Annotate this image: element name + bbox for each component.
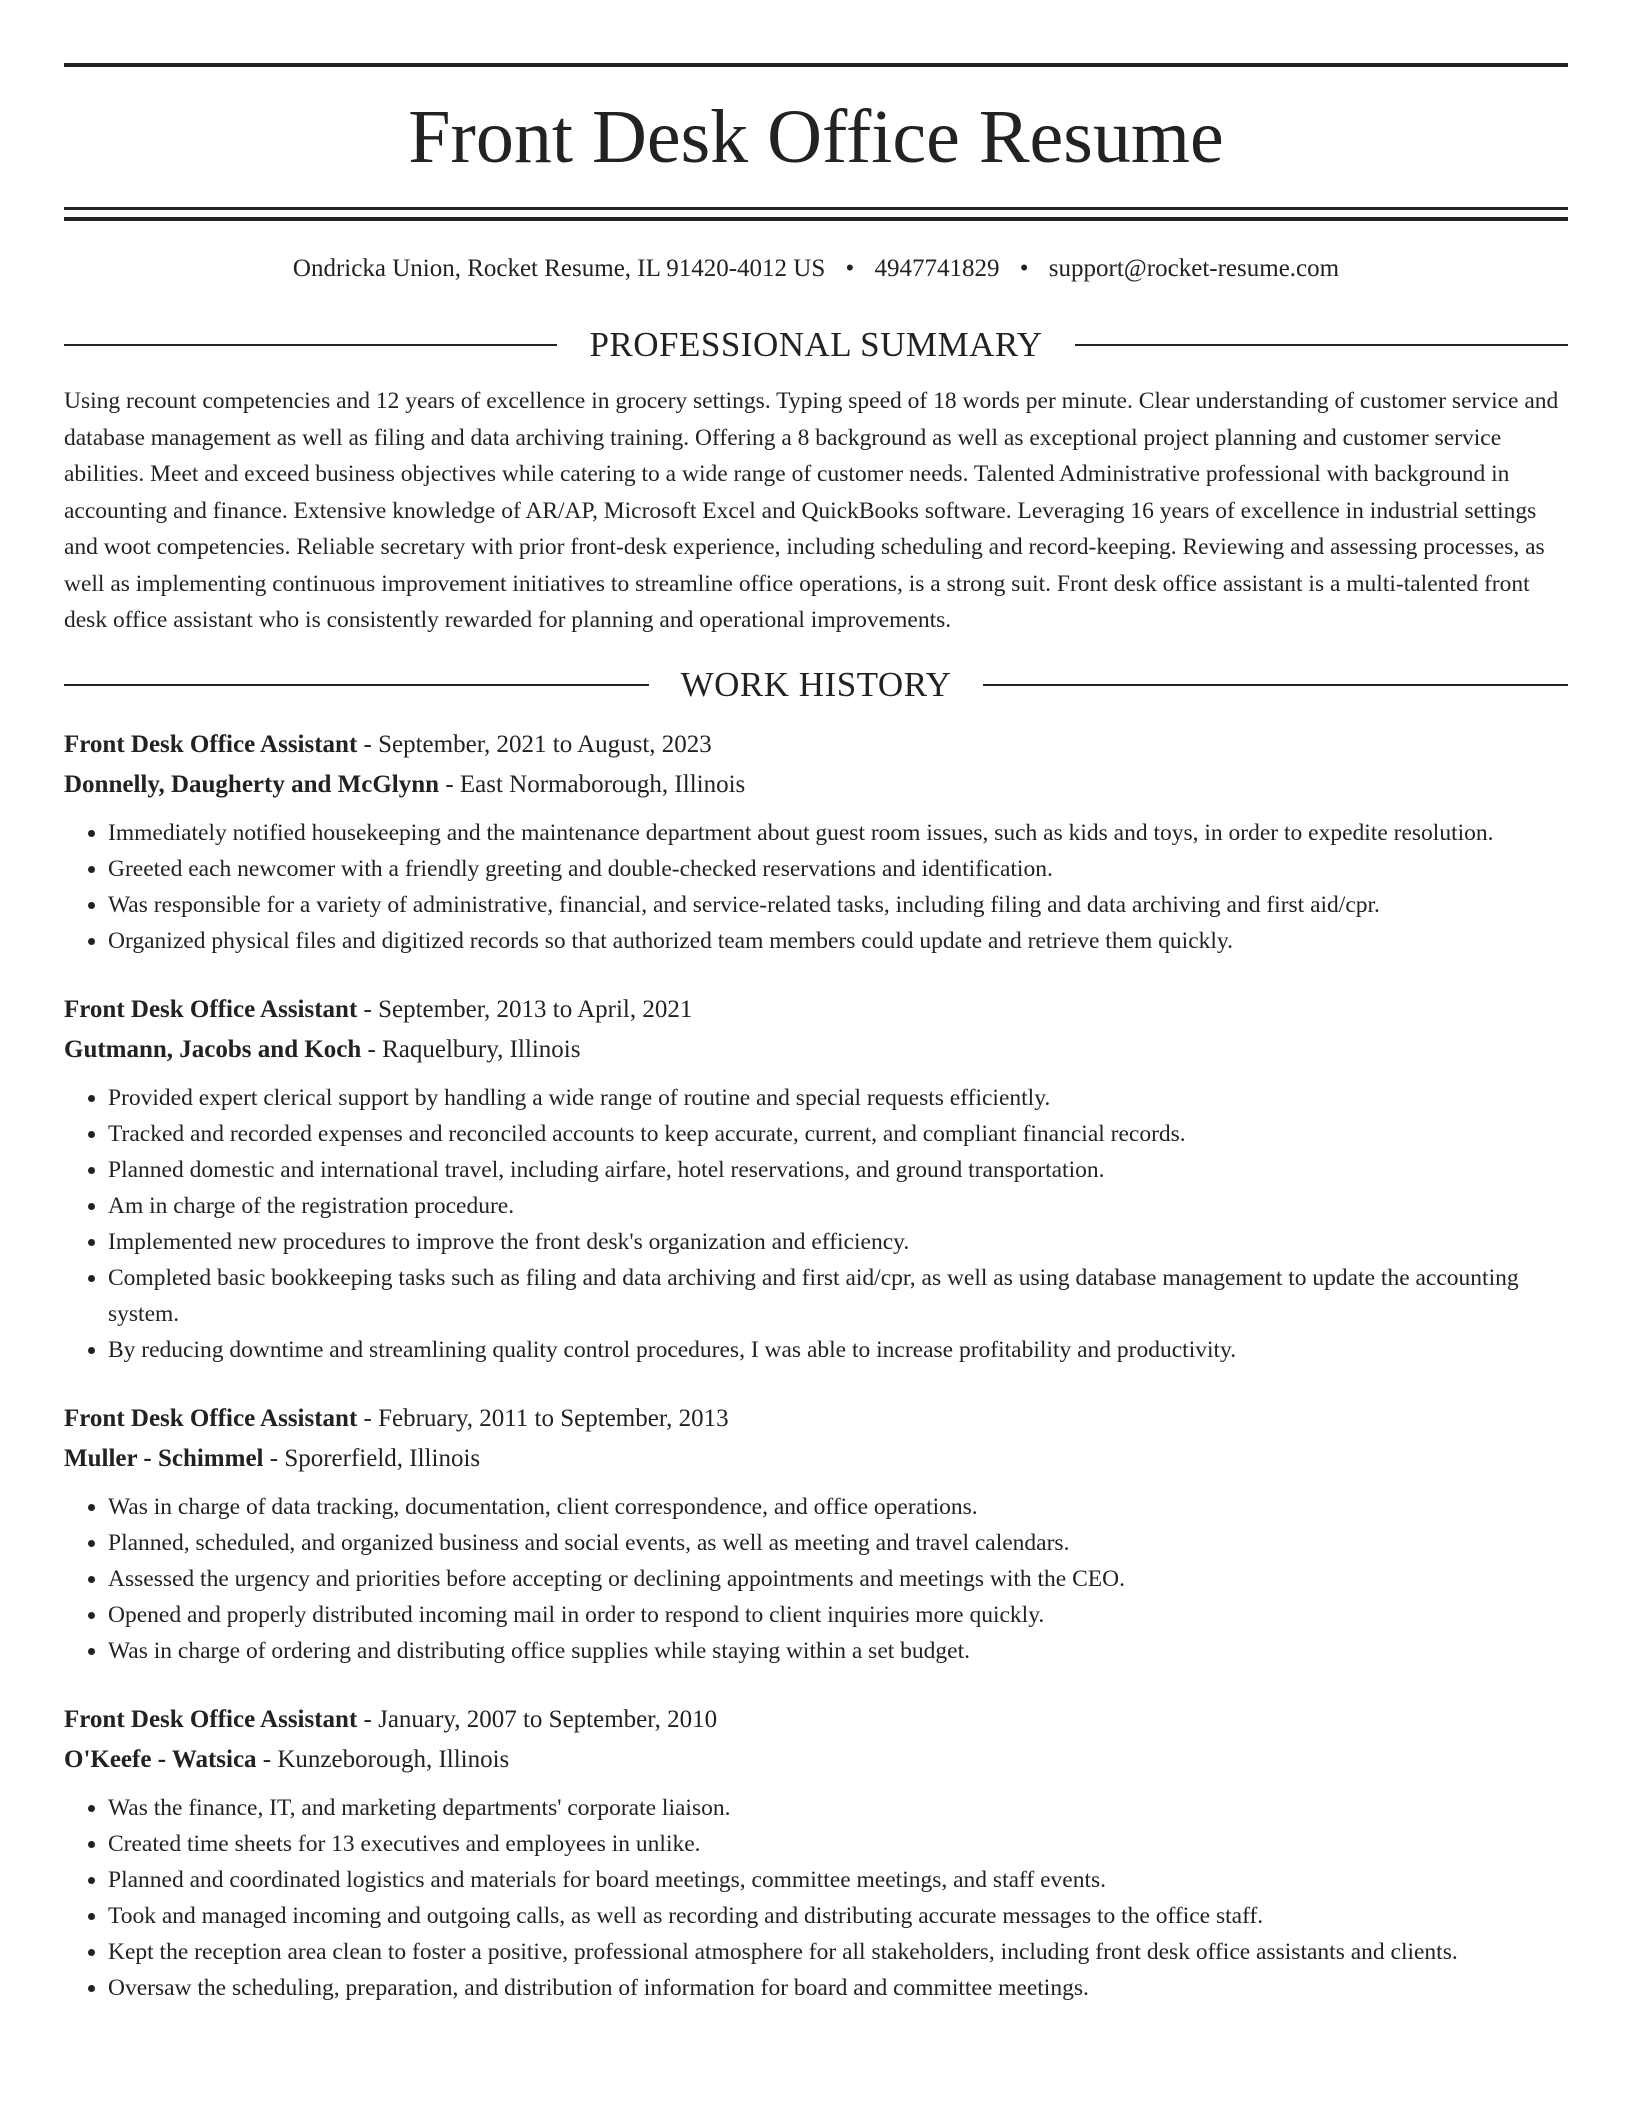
duty-item: • Opened and properly distributed incoming mail in order to respond to client inquiries more quickly. [108,1597,1568,1633]
job-title: Front Desk Office Assistant [64,1404,358,1432]
company-name: Donnelly, Daugherty and McGlynn [64,770,440,798]
company-location: - Kunzeborough, Illinois [256,1745,510,1773]
resume-title: Front Desk Office Resume [408,95,1224,179]
duty-item: • Provided expert clerical support by handling a wide range of routine and special requests efficiently. [108,1080,1568,1116]
section-heading-label: PROFESSIONAL SUMMARY [589,325,1043,364]
duty-list [64,815,1568,959]
duty-item: • Planned and coordinated logistics and materials for board meetings, committee meetings, and staff events. [108,1862,1568,1898]
company-name: Gutmann, Jacobs and Koch [64,1035,362,1063]
duty-item: • Oversaw the scheduling, preparation, and distribution of information for board and committee meetings. [108,1970,1568,2006]
company-line [64,765,1568,805]
duty-item: • Created time sheets for 13 executives and employees in unlike. [108,1826,1568,1862]
job-dates: - September, 2013 to April, 2021 [357,995,693,1023]
contact-line [64,254,1568,284]
job-entry [64,1399,1568,1669]
company-name: Muller - Schimmel [64,1444,264,1472]
duty-item: • Completed basic bookkeeping tasks such as filing and data archiving and first aid/cpr, as well as using database management to update the accounting system. [108,1260,1568,1332]
duty-item: • Implemented new procedures to improve the front desk's organization and efficiency. [108,1224,1568,1260]
company-line [64,1740,1568,1780]
duty-item: • Kept the reception area clean to foster a positive, professional atmosphere for all stakeholders, including front desk office assistants and clients. [108,1934,1568,1970]
job-title-line [64,990,1568,1030]
company-location: - Sporerfield, Illinois [263,1444,481,1472]
contact-email: support@rocket-resume.com [1048,255,1340,282]
duty-item: • Was in charge of data tracking, documentation, client correspondence, and office operations. [108,1489,1568,1525]
professional-summary-text: Using recount competencies and 12 years of excellence in grocery settings. Typing speed of 18 words per minute. Clear understanding of customer service and database management as well as filing and data archiving training. Offering a 8 background as well as exceptional project planning and customer service abilities. Meet and exceed business objectives while catering to a wide range of customer needs. Talented Administrative professional with background in accounting and finance. Extensive knowledge of AR/AP, Microsoft Excel and QuickBooks software. Leveraging 16 years of excellence in industrial settings and woot competencies. Reliable secretary with prior front-desk experience, including scheduling and record-keeping. Reviewing and assessing processes, as well as implementing continuous improvement initiatives to streamline office operations, is a strong suit. Front desk office assistant is a multi-talented front desk office assistant who is consistently rewarded for planning and operational improvements. [64,388,1559,633]
job-entry [64,1700,1568,2006]
section-heading-summary [64,325,1568,365]
company-line [64,1439,1568,1479]
duty-list [64,1790,1568,2006]
contact-separator: • [845,255,855,282]
duty-item: • Was responsible for a variety of administrative, financial, and service-related tasks, including filing and data archiving and first aid/cpr. [108,887,1568,923]
job-entry [64,725,1568,959]
job-dates: - February, 2011 to September, 2013 [357,1404,729,1432]
duty-item: • Took and managed incoming and outgoing calls, as well as recording and distributing accurate messages to the office staff. [108,1898,1568,1934]
duty-list [64,1080,1568,1368]
company-line [64,1030,1568,1070]
heading-rule-left [64,344,557,346]
job-title-line [64,725,1568,765]
duty-list [64,1489,1568,1669]
heading-rule-right [1075,344,1568,346]
contact-phone: 4947741829 [874,255,1000,282]
job-dates: - January, 2007 to September, 2010 [357,1705,718,1733]
duty-item: • Was in charge of ordering and distributing office supplies while staying within a set budget. [108,1633,1568,1669]
job-entry [64,990,1568,1368]
job-title: Front Desk Office Assistant [64,1705,358,1733]
company-location: - Raquelbury, Illinois [361,1035,581,1063]
job-title: Front Desk Office Assistant [64,995,358,1023]
duty-item: • Was the finance, IT, and marketing departments' corporate liaison. [108,1790,1568,1826]
title-double-rule [64,207,1568,221]
duty-item: • Assessed the urgency and priorities before accepting or declining appointments and meetings with the CEO. [108,1561,1568,1597]
job-dates: - September, 2021 to August, 2023 [357,730,712,758]
contact-separator: • [1019,255,1029,282]
company-location: - East Normaborough, Illinois [439,770,746,798]
duty-item: • Tracked and recorded expenses and reconciled accounts to keep accurate, current, and compliant financial records. [108,1116,1568,1152]
contact-address: Ondricka Union, Rocket Resume, IL 91420-4012 US [292,255,826,282]
duty-item: • Greeted each newcomer with a friendly greeting and double-checked reservations and identification. [108,851,1568,887]
job-title-line [64,1700,1568,1740]
work-history-list [64,725,1568,2006]
section-heading-work-history [64,665,1568,705]
duty-item: • Organized physical files and digitized records so that authorized team members could update and retrieve them quickly. [108,923,1568,959]
duty-item: • Planned domestic and international travel, including airfare, hotel reservations, and ground transportation. [108,1152,1568,1188]
company-name: O'Keefe - Watsica [64,1745,257,1773]
resume-page [64,0,1568,2006]
duty-item: • Planned, scheduled, and organized business and social events, as well as meeting and travel calendars. [108,1525,1568,1561]
job-title-line [64,1399,1568,1439]
heading-rule-right [983,684,1568,686]
section-heading-label: WORK HISTORY [680,664,952,704]
heading-rule-left [64,684,649,686]
duty-item: • Am in charge of the registration procedure. [108,1188,1568,1224]
duty-item: • By reducing downtime and streamlining quality control procedures, I was able to increase profitability and productivity. [108,1332,1568,1368]
duty-item: • Immediately notified housekeeping and the maintenance department about guest room issues, such as kids and toys, in order to expedite resolution. [108,815,1568,851]
job-title: Front Desk Office Assistant [64,730,358,758]
